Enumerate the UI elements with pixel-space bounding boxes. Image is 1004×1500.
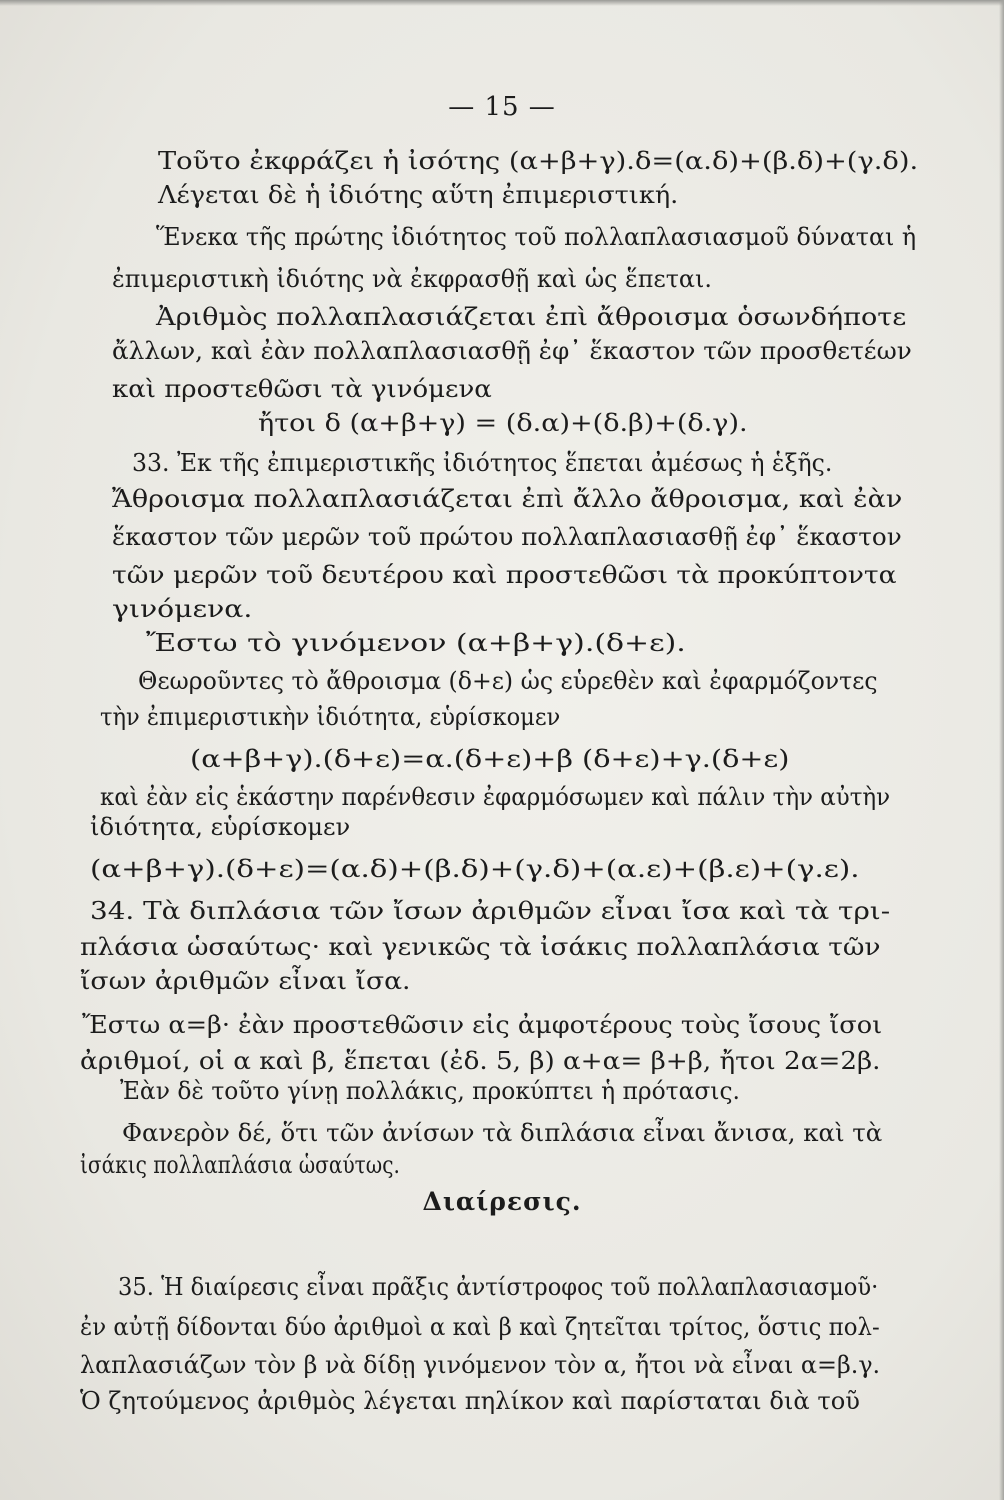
text-line-30: ἐν αὐτῇ δίδονται δύο ἀριθμοὶ α καὶ β καὶ ζητεῖται τρίτος, ὅστις πολ- — [80, 1313, 880, 1341]
text-line-27: Φανερὸν δέ, ὅτι τῶν ἀνίσων τὰ διπλάσια εἶναι ἄνισα, καὶ τὰ — [122, 1119, 883, 1147]
text-line-29: 35. Ἡ διαίρεσις εἶναι πρᾶξις ἀντίστροφος τοῦ πολλαπλασιασμοῦ· — [118, 1273, 879, 1301]
text-line-22: πλάσια ὡσαύτως· καὶ γενικῶς τὰ ἰσάκις πολλαπλάσια τῶν — [80, 933, 881, 961]
text-line-06: ἄλλων, καὶ ἐὰν πολλαπλασιασθῇ ἐφ᾽ ἕκαστον τῶν προσθετέων — [112, 337, 912, 365]
text-line-26: Ἐὰν δὲ τοῦτο γίνῃ πολλάκις, προκύπτει ἡ πρότασις. — [120, 1077, 740, 1105]
text-line-19: ἰδιότητα, εὑρίσκομεν — [90, 813, 351, 841]
text-line-05: Ἀριθμὸς πολλαπλασιάζεται ἐπὶ ἄθροισμα ὁσωνδήποτε — [156, 303, 907, 331]
page-right-edge — [999, 0, 1004, 1500]
text-line-24: Ἔστω α=β· ἐὰν προστεθῶσιν εἰς ἀμφοτέρους τοὺς ἴσους ἴσοι — [82, 1011, 883, 1039]
text-line-14: Ἔστω τὸ γινόμενον (α+β+γ).(δ+ε). — [146, 629, 686, 657]
section-heading: Διαίρεσις. — [422, 1187, 582, 1216]
text-line-21: 34. Τὰ διπλάσια τῶν ἴσων ἀριθμῶν εἶναι ἴσα καὶ τὰ τρι- — [90, 897, 891, 925]
text-line-12: τῶν μερῶν τοῦ δευτέρου καὶ προστεθῶσι τὰ προκύπτοντα — [112, 561, 897, 589]
text-line-09: 33. Ἐκ τῆς ἐπιμεριστικῆς ἰδιότητος ἕπεται ἀμέσως ἡ ἑξῆς. — [132, 449, 833, 477]
text-line-32: Ὁ ζητούμενος ἀριθμὸς λέγεται πηλίκον καὶ παρίσταται διὰ τοῦ — [80, 1387, 860, 1415]
text-line-31: λαπλασιάζων τὸν β νὰ δίδῃ γινόμενον τὸν α, ἤτοι νὰ εἶναι α=β.γ. — [80, 1351, 881, 1379]
text-line-23: ἴσων ἀριθμῶν εἶναι ἴσα. — [80, 967, 411, 995]
page-number: — 15 — — [448, 92, 556, 122]
text-line-16: τὴν ἐπιμεριστικὴν ἰδιότητα, εὑρίσκομεν — [100, 703, 561, 731]
text-line-11: ἕκαστον τῶν μερῶν τοῦ πρώτου πολλαπλασιασθῇ ἐφ᾽ ἕκαστον — [112, 523, 902, 551]
text-line-15: Θεωροῦντες τὸ ἄθροισμα (δ+ε) ὡς εὑρεθὲν καὶ ἐφαρμόζοντες — [138, 667, 878, 695]
text-line-08: ἤτοι δ (α+β+γ) = (δ.α)+(δ.β)+(δ.γ). — [258, 409, 748, 437]
text-line-07: καὶ προστεθῶσι τὰ γινόμενα — [112, 375, 492, 403]
text-line-01: Τοῦτο ἐκφράζει ἡ ἰσότης (α+β+γ).δ=(α.δ)+(β.δ)+(γ.δ). — [158, 147, 919, 175]
page-top-edge — [0, 0, 1004, 6]
text-line-17: (α+β+γ).(δ+ε)=α.(δ+ε)+β (δ+ε)+γ.(δ+ε) — [190, 745, 790, 773]
text-line-10: Ἄθροισμα πολλαπλασιάζεται ἐπὶ ἄλλο ἄθροισμα, καὶ ἐὰν — [112, 485, 903, 513]
text-line-20: (α+β+γ).(δ+ε)=(α.δ)+(β.δ)+(γ.δ)+(α.ε)+(β.ε)+(γ.ε). — [90, 855, 860, 883]
text-line-18: καὶ ἐὰν εἰς ἑκάστην παρένθεσιν ἐφαρμόσωμεν καὶ πάλιν τὴν αὐτὴν — [100, 783, 891, 811]
text-line-28: ἰσάκις πολλαπλάσια ὡσαύτως. — [80, 1151, 400, 1179]
text-line-25: ἀριθμοί, οἱ α καὶ β, ἕπεται (ἐδ. 5, β) α+α= β+β, ἤτοι 2α=2β. — [80, 1047, 881, 1075]
text-line-02: Λέγεται δὲ ἡ ἰδιότης αὕτη ἐπιμεριστική. — [158, 181, 679, 209]
text-line-13: γινόμενα. — [112, 595, 253, 623]
text-line-03: Ἕνεκα τῆς πρώτης ἰδιότητος τοῦ πολλαπλασιασμοῦ δύναται ἡ — [156, 223, 917, 251]
text-line-04: ἐπιμεριστικὴ ἰδιότης νὰ ἐκφρασθῇ καὶ ὡς ἕπεται. — [112, 265, 712, 293]
